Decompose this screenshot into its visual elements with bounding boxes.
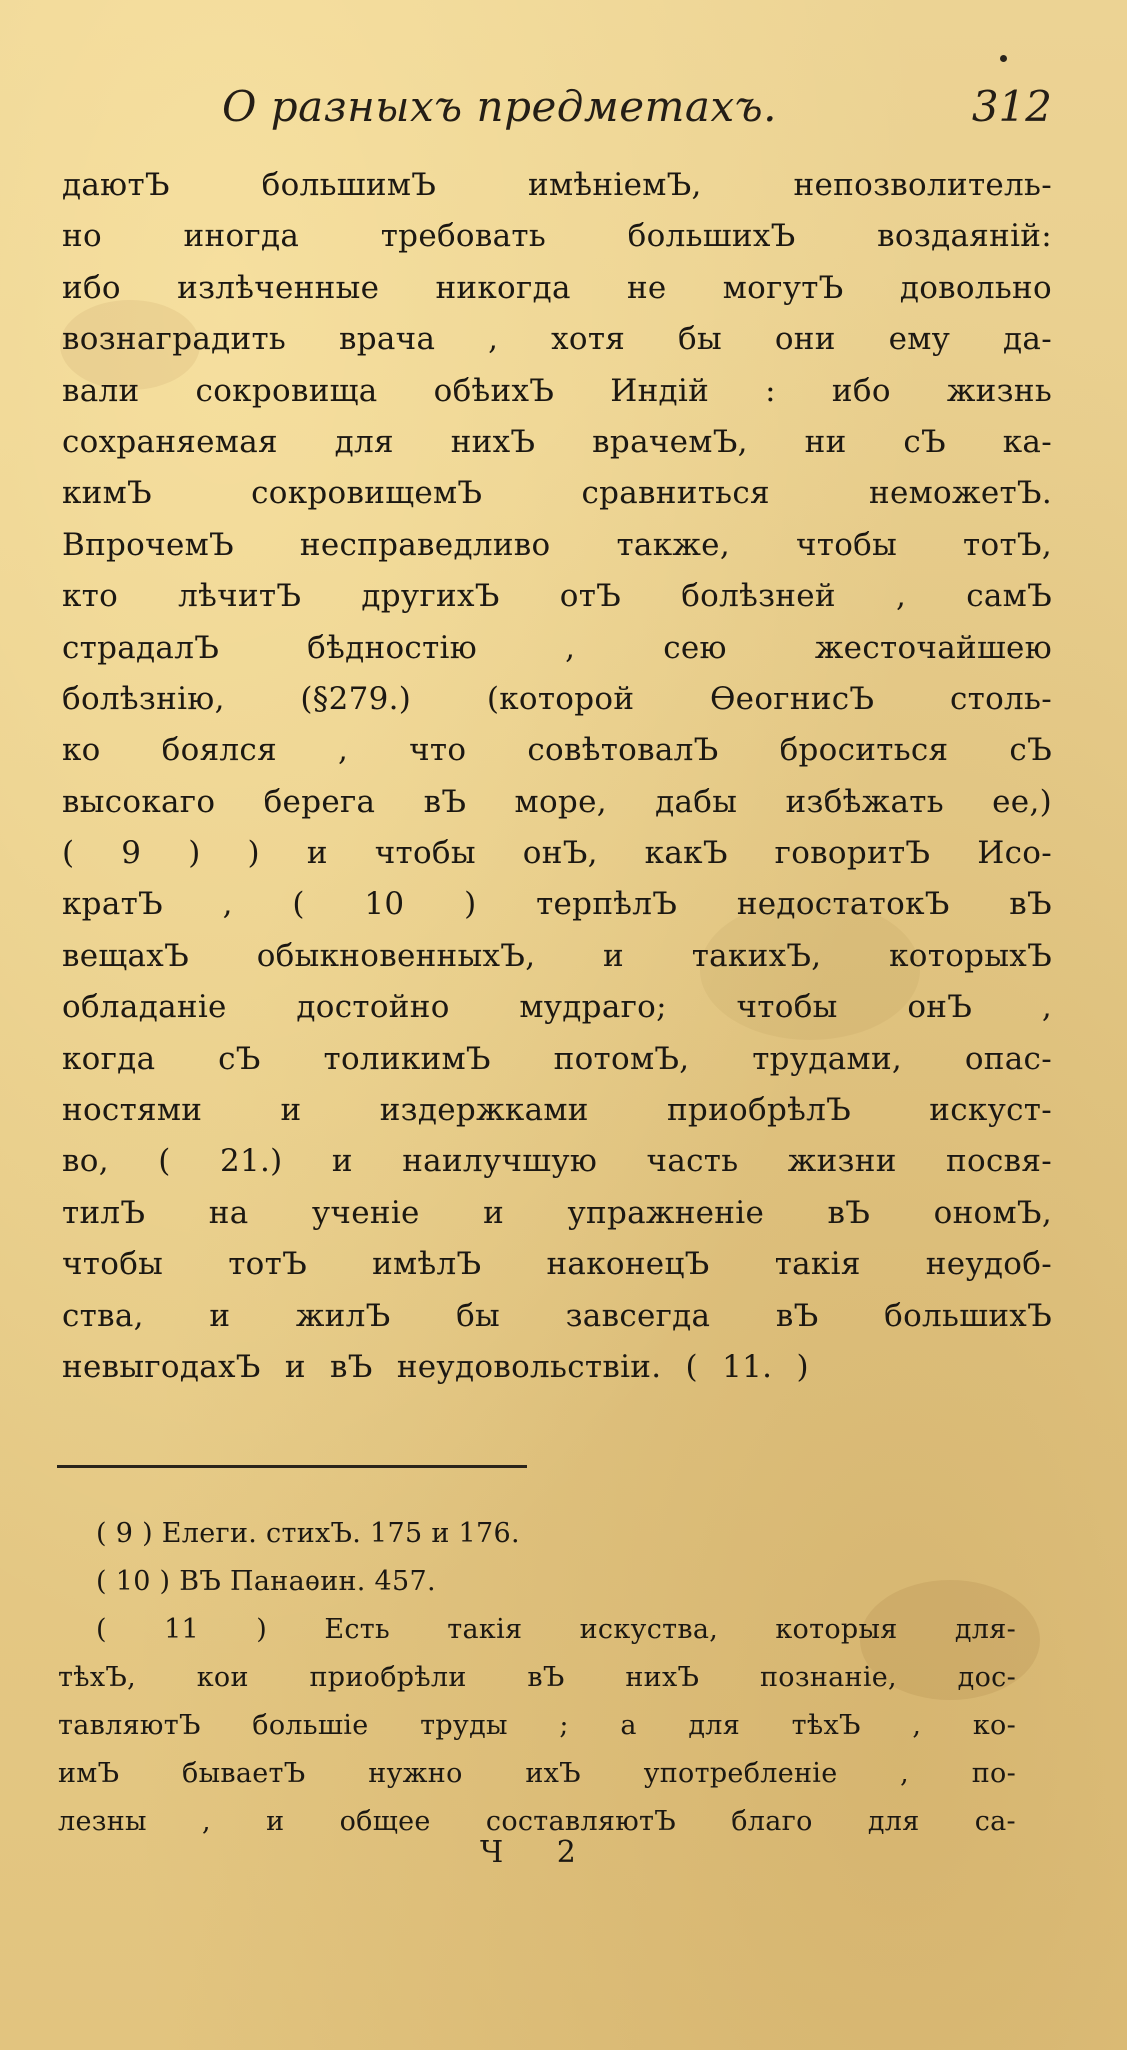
running-title: О разныхъ предметахъ. [222, 82, 778, 131]
ink-speck [1000, 55, 1007, 62]
footnote-line: ( 11 ) Есть такія искуства, которыя для- [96, 1614, 1016, 1645]
text-line: кратЪ , ( 10 ) терпѣлЪ недостатокЪ вЪ [62, 886, 1052, 923]
text-line: ( 9 ) ) и чтобы онЪ, какЪ говоритЪ Исо- [62, 835, 1052, 872]
footnote-line: имЪ бываетЪ нужно ихЪ употребленіе , по- [58, 1758, 1016, 1789]
text-line: во, ( 21.) и наилучшую часть жизни посвя- [62, 1143, 1052, 1180]
page-number: 312 [971, 82, 1052, 131]
text-line: даютЪ большимЪ имѣніемЪ, непозволитель- [62, 167, 1052, 203]
footnote-line: ( 10 ) ВЪ Панаѳин. 457. [96, 1566, 436, 1597]
text-line: ства, и жилЪ бы завсегда вЪ большихЪ [62, 1297, 1052, 1334]
footnote-divider [57, 1465, 527, 1468]
main-text [62, 160, 1052, 1393]
footnote-line: тѣхЪ, кои приобрѣли вЪ нихЪ познаніе, дос- [58, 1662, 1016, 1693]
text-line: вещахЪ обыкновенныхЪ, и такихЪ, которыхЪ [62, 937, 1052, 974]
text-line: сохраняемая для нихЪ врачемЪ, ни сЪ ка- [62, 423, 1052, 460]
text-line: вознаградить врача , хотя бы они ему да- [62, 321, 1052, 358]
footnote-line: ( 9 ) Елеги. стихЪ. 175 и 176. [96, 1518, 520, 1549]
footnote-line: тавляютЪ большіе труды ; а для тѣхЪ , ко- [58, 1710, 1016, 1741]
printer-signature-mark: Ч 2 [480, 1835, 598, 1870]
text-line: кимЪ сокровищемЪ сравниться неможетЪ. [62, 475, 1052, 512]
text-line: ностями и издержками приобрѣлЪ искуст- [62, 1092, 1052, 1129]
text-line: ВпрочемЪ несправедливо также, чтобы тотЪ, [62, 526, 1052, 563]
text-line: высокаго берега вЪ море, дабы избѣжать ее,) [62, 783, 1052, 820]
text-line: обладаніе достойно мудраго; чтобы онЪ , [62, 989, 1052, 1026]
text-line: вали сокровища обѣихЪ Индій : ибо жизнь [62, 372, 1052, 409]
text-line: когда сЪ толикимЪ потомЪ, трудами, опас- [62, 1040, 1052, 1077]
text-line: ибо излѣченные никогда не могутЪ довольно [62, 269, 1052, 306]
text-line: но иногда требовать большихЪ воздаяній: [62, 218, 1052, 255]
text-line: невыгодахЪ и вЪ неудовольствіи. ( 11. ) [62, 1348, 809, 1385]
text-line: чтобы тотЪ имѣлЪ наконецЪ такія неудоб- [62, 1246, 1052, 1283]
text-line: кто лѣчитЪ другихЪ отЪ болѣзней , самЪ [62, 578, 1052, 615]
text-line: страдалЪ бѣдностію , сею жесточайшею [62, 629, 1052, 666]
text-line: тилЪ на ученіе и упражненіе вЪ ономЪ, [62, 1194, 1052, 1231]
text-line: болѣзнію, (§279.) (которой ѲеогнисЪ столь- [62, 680, 1052, 717]
text-line: ко боялся , что совѣтовалЪ броситься сЪ [62, 732, 1052, 769]
page-header [222, 82, 1052, 152]
footnote-line: лезны , и общее составляютЪ благо для са- [58, 1806, 1016, 1837]
footnotes [58, 1510, 1016, 1846]
